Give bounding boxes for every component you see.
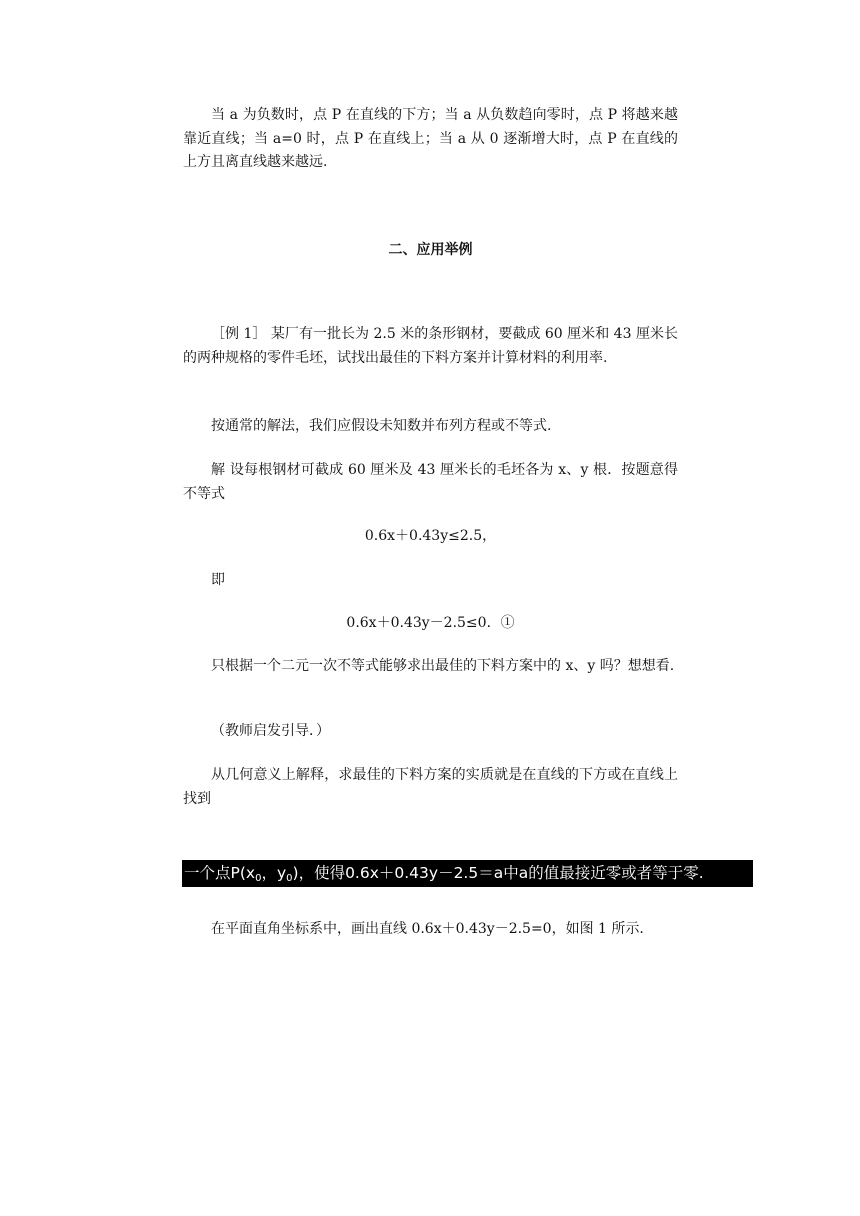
inequality-1: 0.6x＋0.43y≤2.5，: [364, 528, 497, 544]
highlighted-condition-band: [182, 860, 753, 887]
plot-instruction: 在平面直角坐标系中，画出直线 0.6x＋0.43y－2.5=0，如图 1 所示.: [211, 921, 644, 937]
usual-method-paragraph: 按通常的解法，我们应假设未知数并布列方程或不等式.: [211, 418, 552, 434]
inequality-2: 0.6x＋0.43y－2.5≤0．①: [346, 615, 515, 631]
question-paragraph: 只根据一个二元一次不等式能够求出最佳的下料方案中的 x、y 吗？想想看.: [211, 658, 675, 674]
geometric-explanation: 从几何意义上解释，求最佳的下料方案的实质就是在直线的下方或在直线上找到: [183, 767, 678, 807]
solution-paragraph: 解 设每根钢材可截成 60 厘米及 43 厘米长的毛坯各为 x、y 根．按题意得不等式: [183, 462, 678, 502]
example-1-paragraph: ［例 1］ 某厂有一批长为 2.5 米的条形钢材，要截成 60 厘米和 43 厘米长的两种规格的零件毛坯，试找出最佳的下料方案并计算材料的利用率.: [183, 326, 678, 366]
band-subscript-x: 0: [255, 873, 262, 884]
band-suffix: )，使得0.6x＋0.43y－2.5＝a中a的值最接近零或者等于零.: [292, 864, 704, 882]
band-subscript-y: 0: [286, 873, 293, 884]
teacher-note: （教师启发引导．）: [211, 723, 330, 739]
band-middle: ，y: [261, 864, 287, 882]
section-heading: 二、应用举例: [388, 242, 473, 258]
ji-label: 即: [211, 572, 225, 588]
intro-paragraph: 当 a 为负数时，点 P 在直线的下方；当 a 从负数趋向零时，点 P 将越来越靠近直线；当 a=0 时，点 P 在直线上；当 a 从 0 逐渐增大时，点 P 在直线的上方且离直线越来越远.: [183, 107, 678, 170]
band-prefix: 一个点P(x: [184, 864, 256, 882]
